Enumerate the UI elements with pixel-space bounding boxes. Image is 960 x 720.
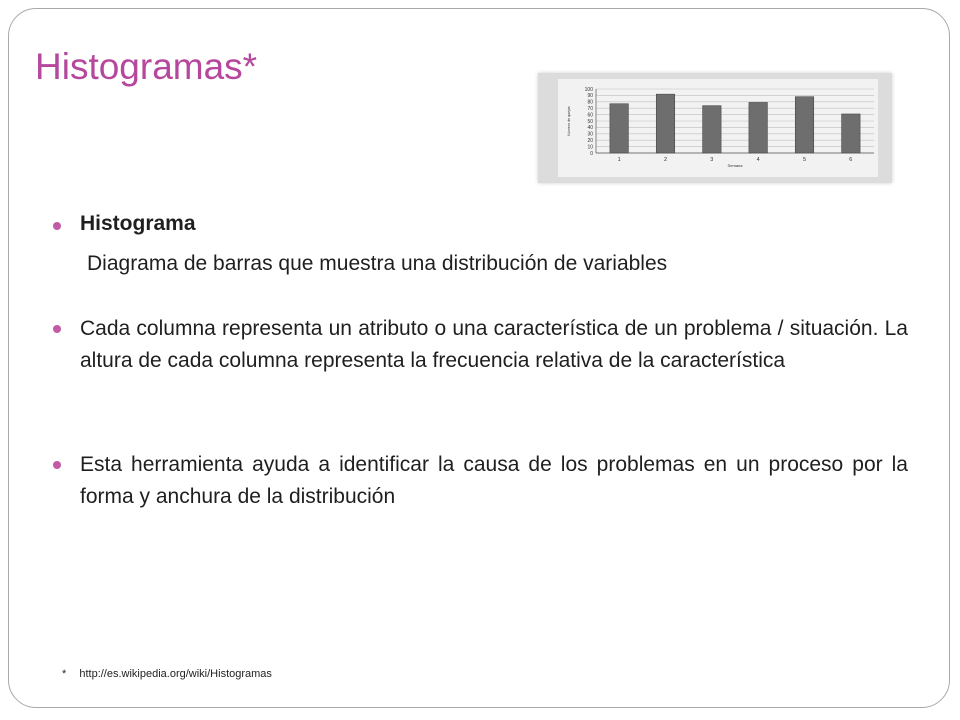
x-tick-label: 2 — [663, 157, 668, 163]
y-axis-label: Número de quejas — [567, 106, 571, 136]
histogram-bar — [749, 102, 768, 153]
y-tick-label: 10 — [587, 144, 593, 151]
bullet-histograma — [80, 212, 908, 236]
y-tick-label: 40 — [587, 125, 593, 132]
footnote-marker: * — [62, 668, 67, 680]
x-tick-label: 5 — [802, 157, 807, 163]
bullet-text: Esta herramienta ayuda a identificar la causa de los problemas en un proceso por la forma y anchura de la distribución — [80, 453, 908, 508]
footnote-link[interactable]: http://es.wikipedia.org/wiki/Histogramas — [79, 668, 272, 680]
bullet-text: Cada columna representa un atributo o una característica de un problema / situación. La altura de cada columna representa la frecuencia relativa de la característica — [80, 317, 908, 372]
bullet-dot — [53, 461, 61, 469]
bullet-columnas — [80, 313, 908, 377]
y-tick-label: 100 — [584, 86, 593, 93]
y-tick-label: 80 — [587, 99, 593, 106]
x-tick-label: 3 — [710, 157, 714, 163]
bullet-herramienta — [80, 449, 908, 513]
slide-title: Histogramas* — [35, 46, 258, 87]
x-tick-label: 1 — [617, 157, 621, 163]
y-tick-label: 60 — [587, 112, 593, 119]
histogram-chart — [538, 73, 892, 183]
bullet-heading: Histograma — [80, 212, 196, 235]
histogram-bar — [656, 94, 675, 153]
bullet-dot — [53, 325, 61, 333]
histogram-bar — [795, 97, 814, 153]
histogram-thumbnail — [538, 73, 892, 183]
histogram-bar — [703, 106, 722, 153]
x-axis-label: Semana — [727, 163, 743, 168]
y-tick-label: 90 — [587, 93, 593, 100]
x-tick-label: 6 — [849, 157, 853, 163]
bullet-subtext: Diagrama de barras que muestra una distribución de variables — [87, 252, 668, 275]
y-tick-label: 20 — [587, 138, 593, 144]
y-tick-label: 30 — [587, 131, 593, 138]
histogram-bar — [842, 114, 861, 153]
y-tick-label: 70 — [587, 106, 593, 112]
y-tick-label: 50 — [587, 118, 593, 125]
x-tick-label: 4 — [756, 157, 760, 163]
footnote — [62, 668, 272, 680]
y-tick-label: 0 — [590, 150, 593, 157]
bullet-dot — [53, 222, 61, 230]
histogram-bar — [610, 104, 629, 153]
